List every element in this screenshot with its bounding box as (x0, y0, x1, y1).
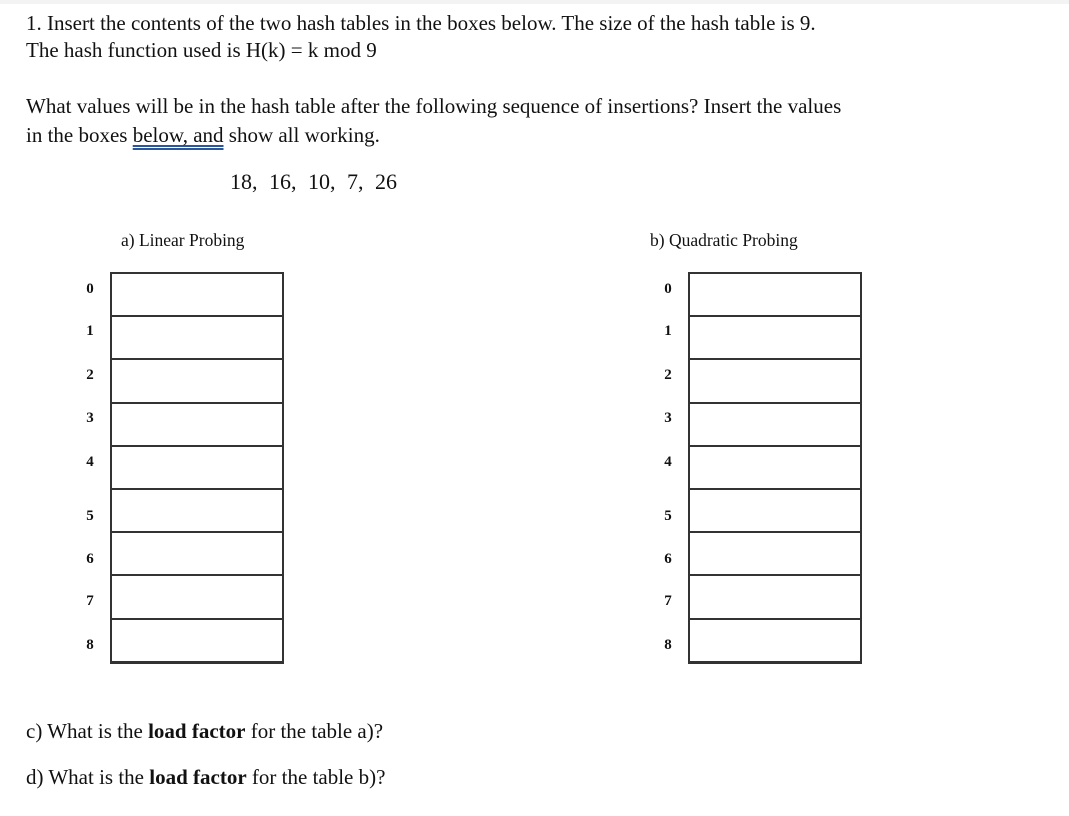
table-cell[interactable] (112, 317, 282, 360)
question-c-bold: load factor (148, 719, 246, 743)
table-cell[interactable] (690, 360, 860, 403)
table-cell[interactable] (112, 576, 282, 619)
table-cell[interactable] (690, 576, 860, 619)
table-cell[interactable] (690, 274, 860, 317)
index-label: 8 (664, 637, 672, 653)
table-cell[interactable] (112, 490, 282, 533)
table-b-label: b) Quadratic Probing (650, 230, 798, 250)
table-cell[interactable] (690, 317, 860, 360)
index-label: 0 (664, 281, 672, 297)
table-cell[interactable] (112, 533, 282, 576)
question-d-post: for the table b)? (246, 765, 386, 789)
question-d-bold: load factor (149, 765, 247, 789)
index-label: 6 (664, 551, 672, 567)
index-label: 3 (86, 410, 94, 426)
question-c-post: for the table a)? (245, 719, 384, 743)
question-d (26, 765, 385, 790)
quadratic-probing-table (688, 272, 862, 664)
index-label: 6 (86, 551, 94, 567)
question-d-pre: d) What is the (26, 765, 150, 789)
index-label: 2 (86, 367, 94, 383)
index-label: 7 (86, 593, 94, 609)
index-label: 1 (86, 323, 94, 339)
question-c-pre: c) What is the (26, 719, 149, 743)
index-label: 3 (664, 410, 672, 426)
question-line-3: What values will be in the hash table after the following sequence of insertions? Insert the values (26, 94, 842, 118)
table-cell[interactable] (112, 274, 282, 317)
table-cell[interactable] (112, 620, 282, 663)
insertion-sequence: 18, 16, 10, 7, 26 (230, 169, 397, 194)
index-label: 4 (86, 454, 94, 470)
table-cell[interactable] (690, 533, 860, 576)
table-cell[interactable] (112, 360, 282, 403)
table-cell[interactable] (112, 447, 282, 490)
index-label: 1 (664, 323, 672, 339)
table-cell[interactable] (690, 447, 860, 490)
question-line-1: 1. Insert the contents of the two hash tables in the boxes below. The size of the hash table is 9. (26, 11, 816, 35)
index-label: 5 (664, 508, 672, 524)
index-label: 5 (86, 508, 94, 524)
index-label: 2 (664, 367, 672, 383)
question-line-2: The hash function used is H(k) = k mod 9 (26, 38, 377, 62)
table-cell[interactable] (112, 404, 282, 447)
table-cell[interactable] (690, 404, 860, 447)
line-4-pre: in the boxes (26, 123, 133, 147)
table-a-label: a) Linear Probing (121, 230, 245, 250)
table-cell[interactable] (690, 620, 860, 663)
top-border (0, 0, 1069, 4)
question-c (26, 719, 383, 744)
line-4-post: show all working. (223, 123, 380, 147)
index-label: 8 (86, 637, 94, 653)
table-cell[interactable] (690, 490, 860, 533)
grammar-underline: below, and (132, 123, 224, 147)
question-line-4 (26, 123, 380, 147)
linear-probing-table (110, 272, 284, 664)
index-label: 0 (86, 281, 94, 297)
index-label: 4 (664, 454, 672, 470)
index-label: 7 (664, 593, 672, 609)
